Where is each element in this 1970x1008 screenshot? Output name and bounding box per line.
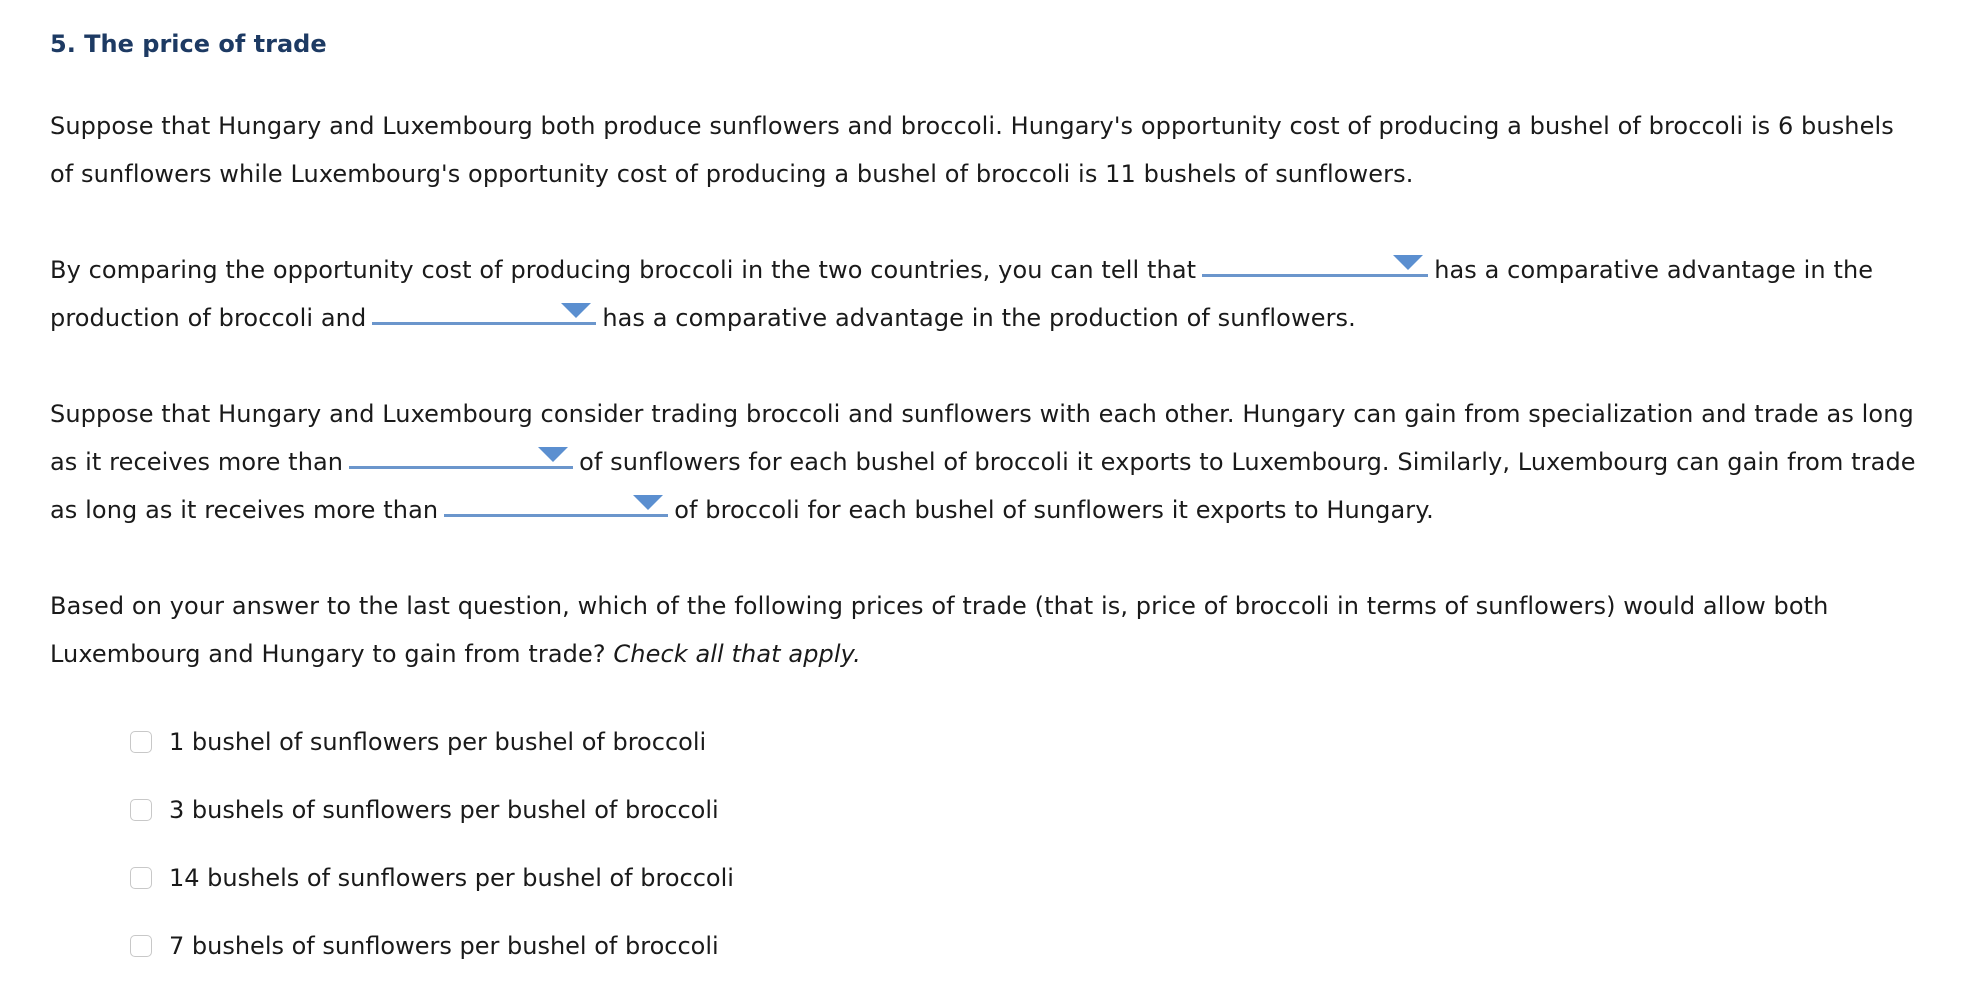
caret-down-icon <box>561 303 591 318</box>
trade-gain-text-3: of broccoli for each bushel of sunflowers it exports to Hungary. <box>674 496 1434 524</box>
comparative-advantage-text-1: By comparing the opportunity cost of producing broccoli in the two countries, you can tell that <box>50 256 1197 284</box>
luxembourg-min-dropdown[interactable] <box>444 490 668 517</box>
price-question-paragraph <box>50 582 1920 678</box>
question-title: 5. The price of trade <box>50 30 327 58</box>
price-options-list <box>130 708 1920 980</box>
scenario-text: Suppose that Hungary and Luxembourg both produce sunflowers and broccoli. Hungary's opportunity cost of producing a bushel of broccoli is 6 bushels of sunflowers while Luxembourg's opportunity cost of producing a bushel of broccoli is 11 bushels of sunflowers. <box>50 112 1894 188</box>
caret-down-icon <box>633 495 663 510</box>
checkbox-icon[interactable] <box>130 731 152 753</box>
comparative-advantage-text-2: has a comparative advantage in the production of broccoli and <box>50 256 1874 332</box>
price-option-1[interactable] <box>130 708 1920 776</box>
caret-down-icon <box>538 447 568 462</box>
price-option-3[interactable] <box>130 844 1920 912</box>
hungary-min-dropdown[interactable] <box>349 442 573 469</box>
price-option-label[interactable]: 14 bushels of sunflowers per bushel of broccoli <box>169 864 734 892</box>
price-question-text: Based on your answer to the last question, which of the following prices of trade (that is, price of broccoli in terms of sunflowers) would allow both Luxembourg and Hungary to gain from trade? <box>50 592 1829 668</box>
caret-down-icon <box>1393 255 1423 270</box>
checkbox-icon[interactable] <box>130 935 152 957</box>
checkbox-icon[interactable] <box>130 867 152 889</box>
trade-gain-text-1: Suppose that Hungary and Luxembourg consider trading broccoli and sunflowers with each other. Hungary can gain from specialization and trade as long as it receives more than <box>50 400 1914 476</box>
check-all-instruction: Check all that apply. <box>613 640 861 668</box>
scenario-paragraph <box>50 102 1920 198</box>
price-option-label[interactable]: 3 bushels of sunflowers per bushel of broccoli <box>169 796 719 824</box>
checkbox-icon[interactable] <box>130 799 152 821</box>
trade-gain-text-2: of sunflowers for each bushel of broccoli it exports to Luxembourg. Similarly, Luxembourg can gain from trade as long as it receives more than <box>50 448 1916 524</box>
price-option-label[interactable]: 7 bushels of sunflowers per bushel of broccoli <box>169 932 719 960</box>
trade-gain-paragraph <box>50 390 1920 534</box>
price-option-4[interactable] <box>130 912 1920 980</box>
comparative-advantage-text-3: has a comparative advantage in the production of sunflowers. <box>602 304 1356 332</box>
price-option-label[interactable]: 1 bushel of sunflowers per bushel of broccoli <box>169 728 707 756</box>
broccoli-advantage-dropdown[interactable] <box>1202 250 1428 277</box>
price-option-2[interactable] <box>130 776 1920 844</box>
sunflower-advantage-dropdown[interactable] <box>372 298 596 325</box>
comparative-advantage-paragraph <box>50 246 1920 342</box>
